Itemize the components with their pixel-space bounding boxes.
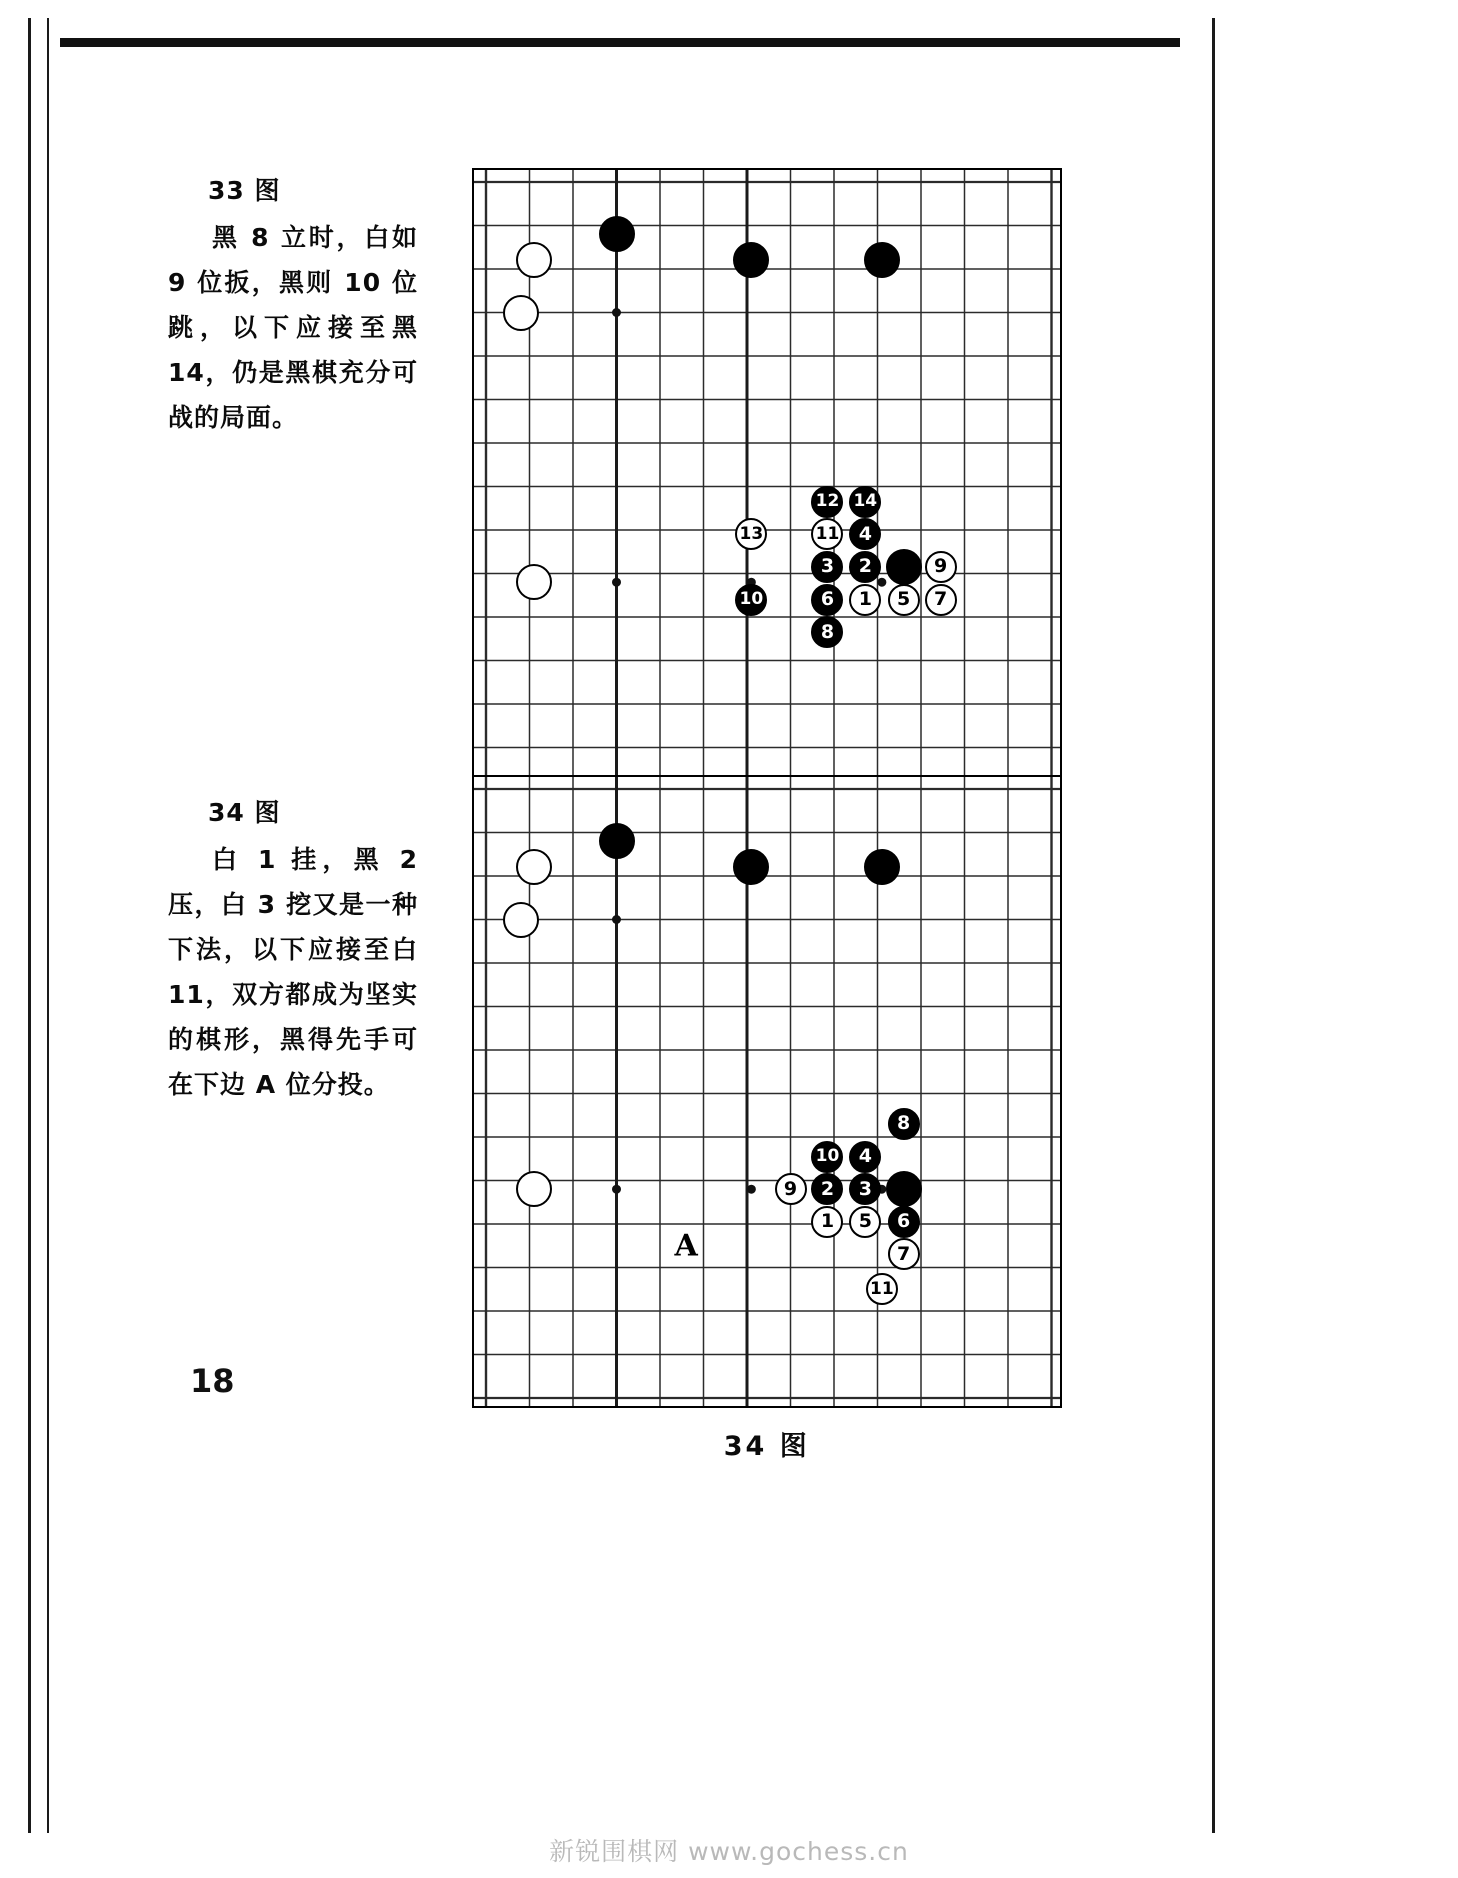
stone-white-11[interactable]	[866, 1273, 898, 1305]
stone-black-plain[interactable]	[864, 849, 900, 885]
stone-number: 4	[858, 522, 872, 545]
stone-black-4[interactable]	[849, 518, 881, 550]
stone-number: 11	[815, 523, 840, 544]
stone-number: 9	[783, 1177, 798, 1200]
stone-white-1[interactable]	[811, 1206, 843, 1238]
stone-number: 6	[820, 588, 835, 611]
stone-number: 8	[896, 1112, 911, 1135]
stone-black-plain[interactable]	[599, 823, 635, 859]
go-board-34[interactable]	[472, 775, 1062, 1408]
page-border-left-outer	[28, 18, 31, 1833]
stone-number: 10	[739, 589, 764, 610]
stone-number: 9	[933, 555, 948, 578]
stone-black-plain[interactable]	[864, 242, 900, 278]
stone-number: 5	[896, 588, 911, 611]
stone-black-6[interactable]	[888, 1206, 920, 1238]
stone-number: 14	[853, 491, 878, 512]
figure-34-body: 白 1 挂，黑 2 压，白 3 挖又是一种下法，以下应接至白 11，双方都成为坚实的棋形，黑得先手可在下边 A 位分投。	[168, 845, 418, 1099]
figure-34	[472, 775, 1062, 1463]
stone-white-plain[interactable]	[516, 242, 552, 278]
stone-black-3[interactable]	[811, 551, 843, 583]
page-border-left-inner	[47, 18, 49, 1833]
stone-white-5[interactable]	[888, 584, 920, 616]
stone-white-9[interactable]	[775, 1173, 807, 1205]
stone-white-plain[interactable]	[516, 564, 552, 600]
stone-white-plain[interactable]	[503, 902, 539, 938]
stone-white-plain[interactable]	[516, 849, 552, 885]
stone-black-plain[interactable]	[599, 216, 635, 252]
stone-white-5[interactable]	[849, 1206, 881, 1238]
figure-33-heading: 33 图	[208, 176, 281, 205]
stone-white-7[interactable]	[888, 1238, 920, 1270]
stone-number: 13	[739, 523, 764, 544]
stone-number: 5	[858, 1210, 872, 1233]
stone-number: 11	[870, 1278, 894, 1299]
stone-number: 2	[858, 555, 872, 578]
stone-number: 4	[858, 1145, 872, 1168]
board-marker-a: A	[671, 1228, 700, 1263]
stone-number: 10	[815, 1146, 840, 1167]
page-border-right	[1212, 18, 1215, 1833]
stone-number: 3	[858, 1177, 872, 1200]
stone-black-2[interactable]	[849, 551, 881, 583]
footer-watermark: 新锐围棋网 www.gochess.cn	[549, 1837, 909, 1866]
stone-black-plain[interactable]	[733, 849, 769, 885]
stone-black-8[interactable]	[888, 1108, 920, 1140]
stone-black-10[interactable]	[735, 584, 767, 616]
stone-white-1[interactable]	[849, 584, 881, 616]
stone-black-plain[interactable]	[733, 242, 769, 278]
stone-number: 7	[933, 588, 948, 611]
stone-number: 6	[896, 1210, 911, 1233]
page-number: 18	[190, 1362, 235, 1400]
stone-black-2[interactable]	[811, 1173, 843, 1205]
stone-black-8[interactable]	[811, 616, 843, 648]
stone-number: 2	[820, 1177, 835, 1200]
stone-white-plain[interactable]	[516, 1171, 552, 1207]
figure-33-body: 黑 8 立时，白如 9 位扳，黑则 10 位跳，以下应接至黑 14，仍是黑棋充分可战的局面。	[168, 223, 418, 432]
figure-34-text-column	[168, 790, 418, 1107]
stone-number: 8	[820, 620, 835, 643]
stone-number: 7	[896, 1242, 911, 1265]
stone-black-4[interactable]	[849, 1141, 881, 1173]
stone-white-9[interactable]	[925, 551, 957, 583]
page-header-rule	[60, 38, 1180, 47]
stone-black-plain[interactable]	[886, 549, 922, 585]
figure-34-caption: 34 图	[723, 1431, 810, 1462]
go-board-33[interactable]	[472, 168, 1062, 801]
stone-number: 1	[820, 1210, 835, 1233]
stone-black-6[interactable]	[811, 584, 843, 616]
stone-black-10[interactable]	[811, 1141, 843, 1173]
figure-33-text-column	[168, 168, 418, 440]
stone-white-plain[interactable]	[503, 295, 539, 331]
stone-number: 12	[815, 491, 840, 512]
stone-number: 1	[858, 588, 872, 611]
stone-white-11[interactable]	[811, 518, 843, 550]
figure-33	[472, 168, 1062, 856]
stone-white-7[interactable]	[925, 584, 957, 616]
stone-black-3[interactable]	[849, 1173, 881, 1205]
stone-black-plain[interactable]	[886, 1171, 922, 1207]
stone-black-12[interactable]	[811, 486, 843, 518]
stone-number: 3	[820, 555, 835, 578]
figure-34-heading: 34 图	[208, 798, 281, 827]
stone-black-14[interactable]	[849, 486, 881, 518]
stone-white-13[interactable]	[735, 518, 767, 550]
